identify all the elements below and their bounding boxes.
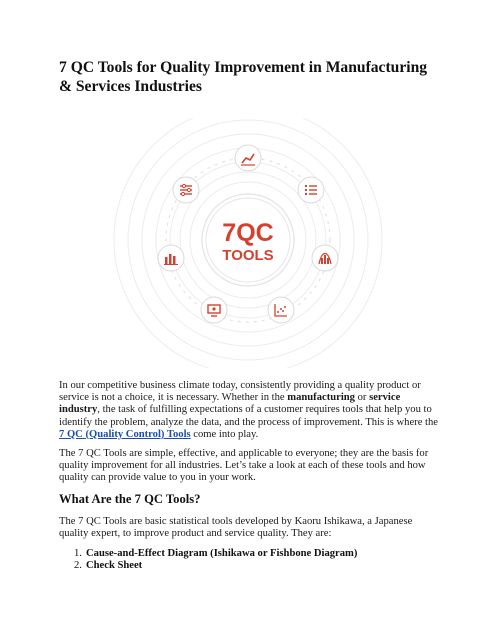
- list-item: [59, 560, 439, 572]
- hero-graphic: [59, 118, 439, 368]
- intro-paragraph-2: The 7 QC Tools are simple, effective, and applicable to everyone; they are the basis for quality improvement for all industries. Let’s take a look at each of these tools and how quality can provide value to you in your work.: [59, 448, 429, 484]
- qc-tools-link[interactable]: 7 QC (Quality Control) Tools: [59, 428, 191, 440]
- bar-chart-icon: [158, 245, 184, 271]
- list-item-text: Check Sheet: [86, 560, 143, 572]
- histogram-icon: [312, 245, 338, 271]
- intro-text: In our competitive business climate today, consistently providing a quality product or service is not a choice, it is necessary. Whether in the: [59, 380, 421, 404]
- intro-text: , the task of fulfilling expectations of a customer requires tools that help you to identify the problem, analyze the data, and the process of improvement. This is where the: [59, 404, 439, 428]
- logo-7qc-tools: [206, 198, 290, 282]
- monitor-icon: [201, 297, 227, 323]
- emphasis-manufacturing: manufacturing: [287, 392, 355, 404]
- section-body: The 7 QC Tools are basic statistical tools developed by Kaoru Ishikawa, a Japanese quality expert, to improve product and service quality. They are:: [59, 516, 413, 540]
- emphasis-service-industry: service industry: [59, 392, 401, 416]
- tools-list: [59, 548, 439, 573]
- page-title: 7 QC Tools for Quality Improvement in Manufacturing & Services Industries: [59, 59, 428, 95]
- list-item-number: 1.: [74, 548, 82, 559]
- checklist-icon: [298, 177, 324, 203]
- intro-text: or: [354, 392, 370, 404]
- trend-chart-icon: [235, 145, 261, 171]
- list-item: [59, 548, 439, 560]
- list-item-number: 2.: [74, 560, 82, 572]
- list-item-text: Cause-and-Effect Diagram (Ishikawa or Fishbone Diagram): [86, 548, 358, 559]
- logo-text-7qc: 7QC: [222, 219, 274, 247]
- section-heading: What Are the 7 QC Tools?: [59, 492, 201, 506]
- hero-illustration: [59, 118, 439, 368]
- intro-paragraph-1: [59, 380, 439, 441]
- intro-text: come into play.: [190, 428, 259, 440]
- settings-sliders-icon: [173, 177, 199, 203]
- logo-text-tools: TOOLS: [222, 247, 274, 264]
- scatter-plot-icon: [268, 297, 294, 323]
